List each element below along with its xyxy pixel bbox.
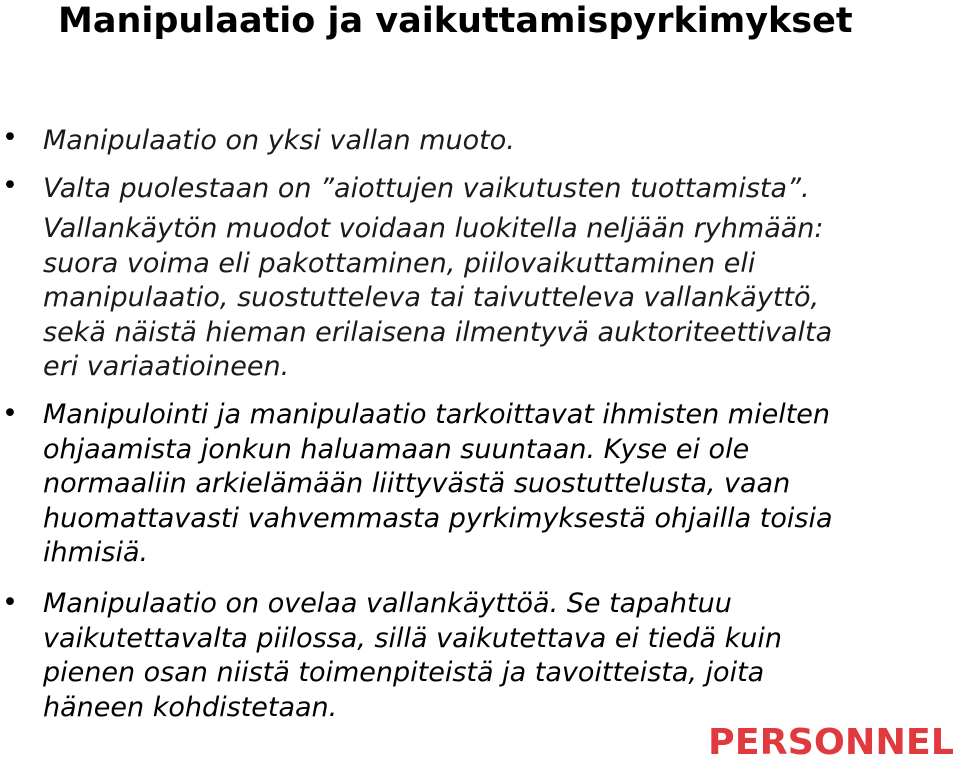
bullet-line: ohjaamista jonkun haluamaan suuntaan. Kyse ei ole [43, 433, 750, 465]
bullet-marker: • [2, 398, 18, 429]
slide-title: Manipulaatio ja vaikuttamispyrkimykset [58, 1, 853, 41]
bullet-marker: • [2, 170, 18, 201]
bullet-text [43, 172, 935, 207]
personnel-logo [708, 723, 954, 757]
bullet-line: Manipulointi ja manipulaatio tarkoittavat ihmisten mielten [43, 399, 831, 430]
bullet-line: eri variaatioineen. [43, 351, 290, 383]
bullet-line: häneen kohdistetaan. [43, 691, 338, 723]
bullet-line: Manipulaatio on yksi vallan muoto. [43, 125, 515, 156]
bullet-line: Manipulaatio on ovelaa vallankäyttöä. Se tapahtuu [43, 588, 732, 619]
bullet-text [43, 212, 935, 385]
bullet-line: ihmisiä. [43, 537, 149, 569]
bullet-text [43, 124, 935, 159]
bullet-line: huomattavasti vahvemmasta pyrkimyksestä ohjailla toisia [43, 502, 833, 534]
bullet-line: normaaliin arkielämään liittyvästä suostuttelusta, vaan [43, 468, 791, 500]
bullet-line: manipulaatio, suostutteleva tai taivutteleva vallankäyttö, [43, 282, 820, 314]
bullet-line: Vallankäytön muodot voidaan luokitella neljään ryhmään: [43, 213, 824, 244]
bullet-line: vaikutettavalta piilossa, sillä vaikutettava ei tiedä kuin [43, 622, 782, 654]
bullet-marker: • [2, 122, 18, 153]
bullet-line: Valta puolestaan on ”aiottujen vaikutusten tuottamista”. [43, 173, 810, 204]
bullet-text [43, 587, 935, 725]
bullet-line: sekä näistä hieman erilaisena ilmentyvä auktoriteettivalta [43, 316, 833, 348]
bullet-line: pienen osan niistä toimenpiteistä ja tavoitteista, joita [43, 657, 765, 689]
logo-text: PERSONNEL [708, 723, 954, 757]
bullet-marker: • [2, 587, 18, 618]
bullet-text [43, 398, 935, 571]
bullet-line: suora voima eli pakottaminen, piilovaikuttaminen eli [43, 247, 756, 279]
